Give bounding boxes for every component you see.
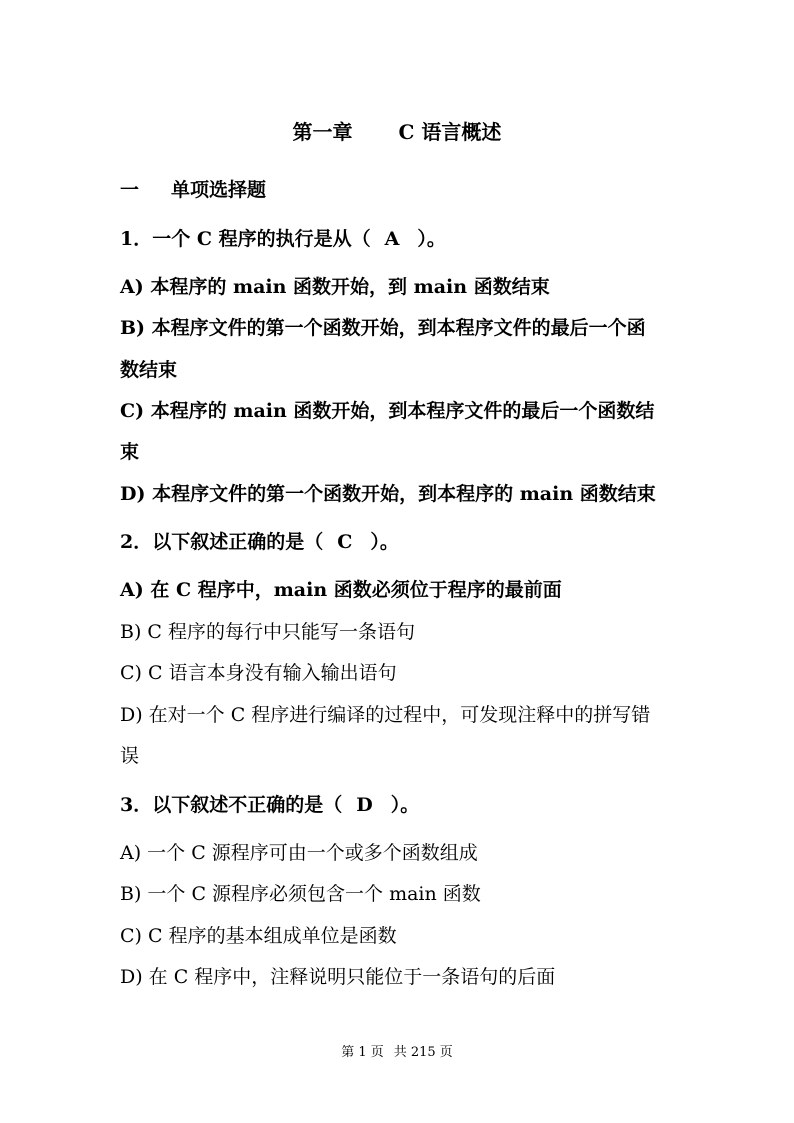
- question-3-option-b: B) 一个 C 源程序必须包含一个 main 函数: [120, 883, 481, 905]
- section-label: 单项选择题: [171, 179, 267, 201]
- question-1-option-b: B) 本程序文件的第一个函数开始，到本程序文件的最后一个函: [120, 317, 646, 339]
- question-2-option-c: C) C 语言本身没有输入输出语句: [120, 662, 397, 684]
- question-1-option-c: C) 本程序的 main 函数开始，到本程序文件的最后一个函数结: [120, 400, 655, 422]
- question-1-option-a: A) 本程序的 main 函数开始，到 main 函数结束: [120, 276, 550, 298]
- question-1-option-b-cont: 数结束: [120, 359, 178, 381]
- question-2-option-d: D) 在对一个 C 程序进行编译的过程中，可发现注释中的拼写错: [120, 704, 651, 726]
- section-heading: [120, 178, 266, 202]
- page-footer: [0, 1041, 794, 1060]
- answer-1: A: [384, 228, 400, 250]
- question-2-option-a: A) 在 C 程序中，main 函数必须位于程序的最前面: [120, 579, 562, 601]
- chapter-number: 第一章: [292, 120, 353, 144]
- chapter-name: C 语言概述: [398, 120, 502, 144]
- question-3-option-a: A) 一个 C 源程序可由一个或多个函数组成: [120, 842, 478, 864]
- page-number: 第 1 页: [341, 1045, 384, 1060]
- question-2-option-b: B) C 程序的每行中只能写一条语句: [120, 621, 415, 643]
- question-2-stem: 2．以下叙述正确的是（ C ）。: [120, 531, 399, 553]
- question-3-option-d: D) 在 C 程序中，注释说明只能位于一条语句的后面: [120, 966, 556, 988]
- question-3-option-c: C) C 程序的基本组成单位是函数: [120, 925, 397, 947]
- question-2-option-d-cont: 误: [120, 745, 140, 767]
- question-1-option-c-cont: 束: [120, 441, 140, 463]
- page-total: 共 215 页: [393, 1045, 453, 1060]
- section-number: 一: [120, 179, 140, 201]
- chapter-title: [0, 116, 794, 145]
- question-1-stem: 1．一个 C 程序的执行是从（ A ）。: [120, 228, 446, 250]
- answer-2: C: [337, 531, 353, 553]
- question-1-option-d: D) 本程序文件的第一个函数开始，到本程序的 main 函数结束: [120, 483, 656, 505]
- answer-3: D: [356, 794, 373, 816]
- question-3-stem: 3．以下叙述不正确的是（ D ）。: [120, 794, 420, 816]
